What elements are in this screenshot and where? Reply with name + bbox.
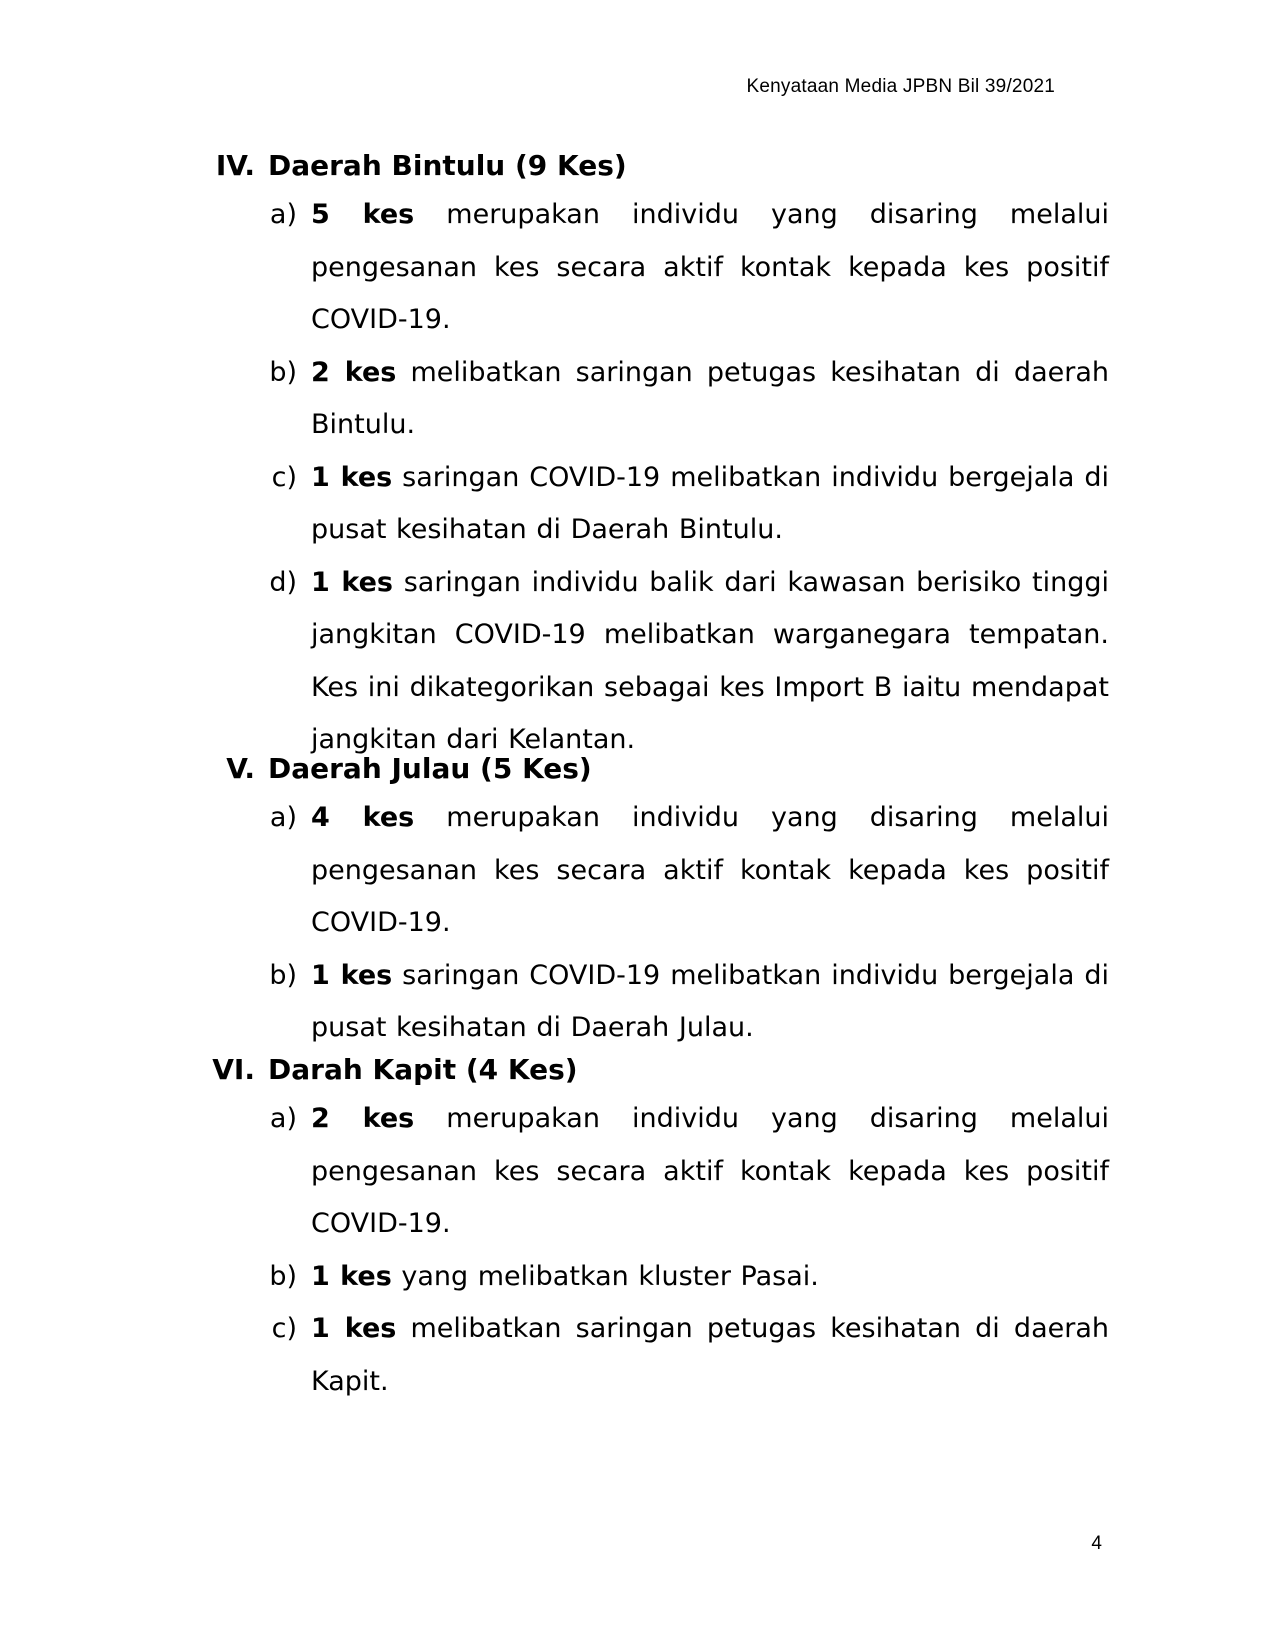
item-description: saringan COVID-19 melibatkan individu bergejala di pusat kesihatan di Daerah Bintulu. [311,461,1109,545]
section-number: V. [226,752,255,785]
list-item [0,950,1275,1055]
section-heading [0,143,1275,189]
item-text [311,1093,1109,1251]
item-description: saringan individu balik dari kawasan berisiko tinggi jangkitan COVID-19 melibatkan warganegara tempatan. Kes ini dikategorikan sebagai kes Import B iaitu mendapat jangkitan dari Kelantan. [311,566,1109,755]
section-bintulu [0,143,1275,767]
case-count: 1 kes [311,959,393,991]
section-kapit [0,1047,1275,1408]
case-count: 4 kes [311,802,415,833]
item-text [311,452,1109,557]
item-letter: d) [269,566,297,598]
section-julau [0,746,1275,1055]
item-text [311,557,1109,767]
case-count: 5 kes [311,199,415,230]
section-heading [0,746,1275,792]
list-item [0,452,1275,557]
item-letter: b) [269,356,297,388]
case-count: 1 kes [311,1260,392,1292]
case-count: 1 kes [311,566,393,598]
item-description: saringan COVID-19 melibatkan individu bergejala di pusat kesihatan di Daerah Julau. [311,959,1109,1043]
list-item [0,1251,1275,1304]
item-text [311,347,1109,452]
section-title: Daerah Bintulu (9 Kes) [268,149,627,182]
item-description: merupakan individu yang disaring melalui pengesanan kes secara aktif kontak kepada kes positif COVID-19. [311,1103,1109,1239]
case-count: 1 kes [311,461,393,493]
list-item [0,792,1275,950]
document-header: Kenyataan Media JPBN Bil 39/2021 [746,76,1055,97]
case-count: 2 kes [311,1103,415,1134]
section-number: IV. [215,149,255,182]
section-title: Daerah Julau (5 Kes) [268,752,592,785]
item-letter: c) [271,461,297,493]
section-title: Darah Kapit (4 Kes) [268,1053,578,1086]
item-description: merupakan individu yang disaring melalui pengesanan kes secara aktif kontak kepada kes positif COVID-19. [311,199,1109,335]
page-number: 4 [1091,1533,1102,1554]
item-text [311,189,1109,347]
item-text [311,1251,1109,1304]
case-count: 2 kes [311,356,397,388]
item-letter: a) [269,199,297,230]
item-letter: b) [269,959,297,991]
section-heading [0,1047,1275,1093]
item-description: melibatkan saringan petugas kesihatan di daerah Bintulu. [311,356,1109,440]
case-count: 1 kes [311,1313,397,1344]
item-letter: a) [269,802,297,833]
item-description: melibatkan saringan petugas kesihatan di daerah Kapit. [311,1313,1109,1397]
list-item [0,1093,1275,1251]
section-number: VI. [212,1053,255,1086]
list-item [0,189,1275,347]
item-description: merupakan individu yang disaring melalui pengesanan kes secara aktif kontak kepada kes positif COVID-19. [311,802,1109,938]
list-item [0,1303,1275,1408]
item-text [311,1303,1109,1408]
item-text [311,792,1109,950]
item-letter: a) [269,1103,297,1134]
item-letter: c) [271,1313,297,1344]
list-item [0,347,1275,452]
item-letter: b) [269,1260,297,1292]
list-item [0,557,1275,767]
item-text [311,950,1109,1055]
item-description: yang melibatkan kluster Pasai. [391,1260,819,1292]
